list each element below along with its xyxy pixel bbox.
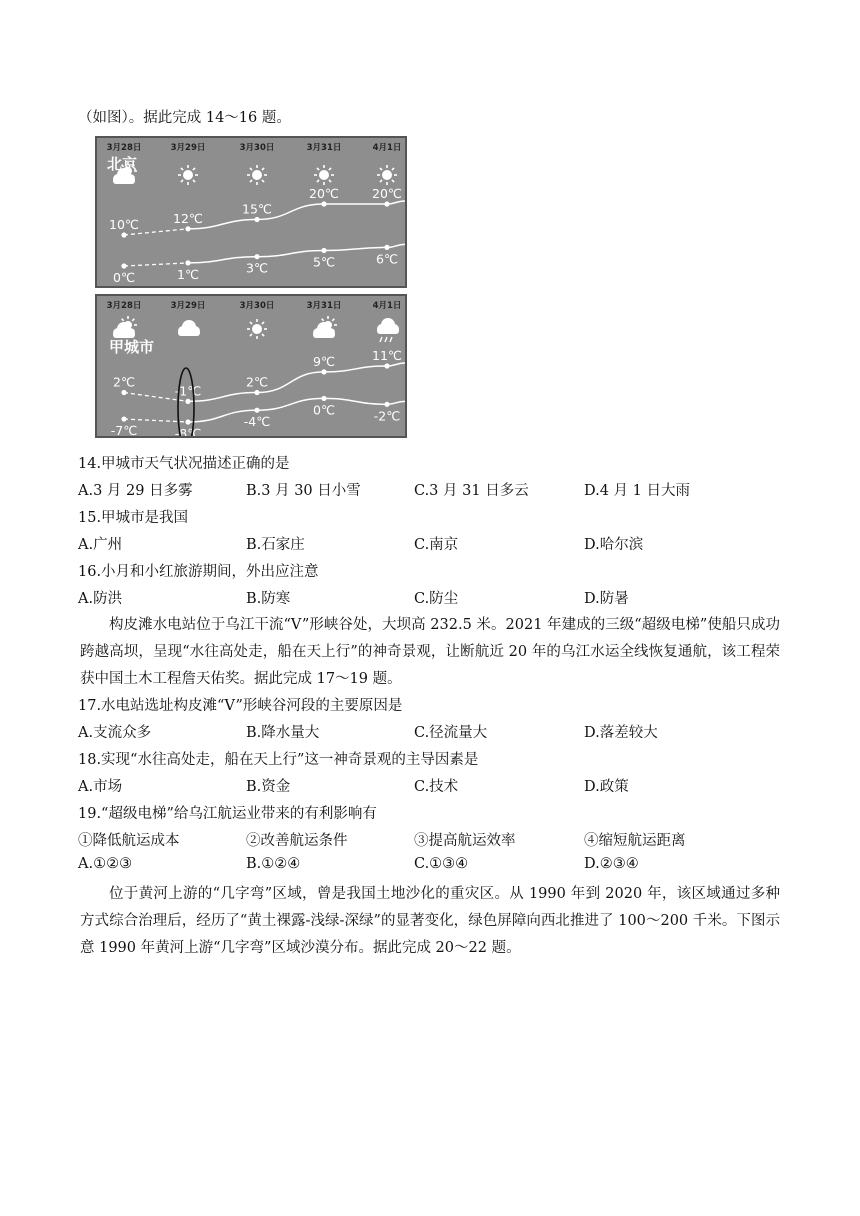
date-label: 3月28日 — [106, 301, 142, 311]
q15-option-b[interactable]: B.石家庄 — [246, 537, 305, 553]
date-label: 3月30日 — [239, 301, 275, 311]
q19-stem: 19.“超级电梯”给乌江航运业带来的有利影响有 — [78, 806, 377, 822]
high-temp-label: 10℃ — [109, 217, 139, 232]
low-temp-point — [254, 254, 259, 259]
low-temp-line — [188, 398, 405, 422]
high-temp-label: 2℃ — [246, 374, 268, 390]
rain-cloud-icon — [377, 318, 399, 342]
q19-item-1: ①降低航运成本 — [78, 833, 180, 849]
q14-option-d[interactable]: D.4 月 1 日大雨 — [584, 483, 690, 499]
forecast-panel-beijing — [95, 136, 407, 288]
high-temp-point — [121, 232, 126, 237]
low-temp-point — [384, 245, 389, 250]
low-temp-point — [121, 416, 126, 421]
q19-option-b[interactable]: B.①②④ — [246, 856, 301, 872]
low-temp-dashed-segment — [124, 263, 188, 266]
low-temp-label: 0℃ — [113, 270, 135, 285]
q14-option-c[interactable]: C.3 月 31 日多云 — [414, 483, 529, 499]
q19-item-4: ④缩短航运距离 — [584, 833, 686, 849]
low-temp-label: 6℃ — [376, 251, 398, 267]
q17-option-b[interactable]: B.降水量大 — [246, 725, 320, 741]
partly-cloudy-icon — [113, 316, 137, 338]
date-label: 3月28日 — [106, 143, 142, 153]
sun-icon — [247, 319, 267, 339]
low-temp-label: 1℃ — [177, 266, 199, 282]
high-temp-label: -1℃ — [174, 383, 202, 399]
low-temp-label: -4℃ — [243, 414, 271, 430]
cloud-icon — [178, 320, 200, 336]
passage-jiziwan: 位于黄河上游的“几字弯”区域，曾是我国土地沙化的重灾区。从 1990 年到 2020 年，该区域通过多种方式综合治理后，经历了“黄土裸露-浅绿-深绿”的显著变化，绿色屏障向西北推进了 100～200 千米。下图示意 1990 年黄河上游“几字弯”区域沙漠分布。据此完成 20～22 题。 — [80, 886, 780, 956]
q15-stem: 15.甲城市是我国 — [78, 510, 189, 526]
low-temp-label: -7℃ — [110, 423, 138, 439]
q16-stem: 16.小月和小红旅游期间，外出应注意 — [78, 564, 319, 580]
date-label: 3月29日 — [170, 301, 206, 311]
q18-option-a[interactable]: A.市场 — [78, 779, 123, 795]
high-temp-label: 15℃ — [242, 201, 272, 217]
low-temp-label: 5℃ — [313, 254, 335, 270]
q19-item-2: ②改善航运条件 — [246, 833, 348, 849]
low-temp-point — [185, 260, 190, 265]
q14-option-b[interactable]: B.3 月 30 日小雪 — [246, 483, 361, 499]
date-label: 3月30日 — [239, 143, 275, 153]
sun-icon — [377, 165, 397, 185]
sun-icon — [178, 165, 198, 185]
low-temp-point — [254, 408, 259, 413]
high-temp-point — [185, 399, 190, 404]
passage-goupitan: 构皮滩水电站位于乌江干流“V”形峡谷处，大坝高 232.5 米。2021 年建成的三级“超级电梯”使船只成功跨越高坝，呈现“水往高处走，船在天上行”的神奇景观，让断航近 20 年的乌江水运全线恢复通航，该工程荣获中国土木工程詹天佑奖。据此完成 17～19 题。 — [80, 617, 780, 687]
forecast-chart-beijing — [97, 138, 407, 288]
q18-option-d[interactable]: D.政策 — [584, 779, 629, 795]
high-temp-point — [384, 363, 389, 368]
q17-option-c[interactable]: C.径流量大 — [414, 725, 488, 741]
high-temp-label: 20℃ — [309, 186, 339, 201]
city-name: 甲城市 — [109, 338, 155, 356]
sun-icon — [314, 165, 334, 185]
q17-option-a[interactable]: A.支流众多 — [78, 725, 152, 741]
high-temp-point — [254, 390, 259, 395]
forecast-chart-jiacity — [97, 296, 407, 438]
q18-stem: 18.实现“水往高处走，船在天上行”这一神奇景观的主导因素是 — [78, 752, 479, 768]
high-temp-line — [188, 201, 405, 229]
date-label: 4月1日 — [372, 301, 402, 311]
high-temp-label: 2℃ — [113, 374, 135, 390]
q17-option-d[interactable]: D.落差较大 — [584, 725, 658, 741]
q19-option-d[interactable]: D.②③④ — [584, 856, 639, 872]
q19-item-3: ③提高航运效率 — [414, 833, 516, 849]
high-temp-line — [188, 363, 405, 401]
high-temp-point — [121, 390, 126, 395]
high-temp-label: 9℃ — [313, 353, 335, 369]
q16-option-b[interactable]: B.防寒 — [246, 591, 291, 607]
q14-option-a[interactable]: A.3 月 29 日多雾 — [78, 483, 193, 499]
intro-line: （如图）。据此完成 14～16 题。 — [78, 110, 291, 126]
date-label: 4月1日 — [372, 143, 402, 153]
high-temp-label: 20℃ — [372, 186, 402, 201]
q18-option-c[interactable]: C.技术 — [414, 779, 459, 795]
q16-option-a[interactable]: A.防洪 — [78, 591, 123, 607]
q16-option-d[interactable]: D.防暑 — [584, 591, 629, 607]
q19-option-c[interactable]: C.①③④ — [414, 856, 469, 872]
low-temp-point — [384, 402, 389, 407]
high-temp-point — [321, 201, 326, 206]
date-label: 3月31日 — [306, 143, 342, 153]
low-temp-point — [185, 419, 190, 424]
low-temp-point — [321, 396, 326, 401]
high-temp-point — [384, 201, 389, 206]
low-temp-label: -2℃ — [373, 408, 401, 424]
low-temp-label: 0℃ — [313, 402, 335, 418]
high-temp-label: 11℃ — [372, 348, 402, 363]
city-name: 北京 — [107, 155, 138, 173]
low-temp-point — [321, 248, 326, 253]
q15-option-a[interactable]: A.广州 — [78, 537, 123, 553]
low-temp-line — [188, 244, 405, 263]
high-temp-point — [185, 226, 190, 231]
q15-option-c[interactable]: C.南京 — [414, 537, 459, 553]
date-label: 3月31日 — [306, 301, 342, 311]
date-label: 3月29日 — [170, 143, 206, 153]
q14-stem: 14.甲城市天气状况描述正确的是 — [78, 456, 290, 472]
sun-icon — [247, 165, 267, 185]
q18-option-b[interactable]: B.资金 — [246, 779, 291, 795]
low-temp-label: -8℃ — [174, 426, 202, 440]
q19-option-a[interactable]: A.①②③ — [78, 856, 133, 872]
high-temp-label: 12℃ — [173, 210, 203, 226]
low-temp-point — [121, 263, 126, 268]
q16-option-c[interactable]: C.防尘 — [414, 591, 459, 607]
low-temp-label: 3℃ — [246, 260, 268, 276]
partly-cloudy-icon — [313, 316, 337, 338]
high-temp-point — [254, 217, 259, 222]
q17-stem: 17.水电站选址构皮滩“V”形峡谷河段的主要原因是 — [78, 698, 403, 714]
q15-option-d[interactable]: D.哈尔滨 — [584, 537, 644, 553]
high-temp-point — [321, 369, 326, 374]
forecast-panel-jiacity — [95, 294, 407, 438]
